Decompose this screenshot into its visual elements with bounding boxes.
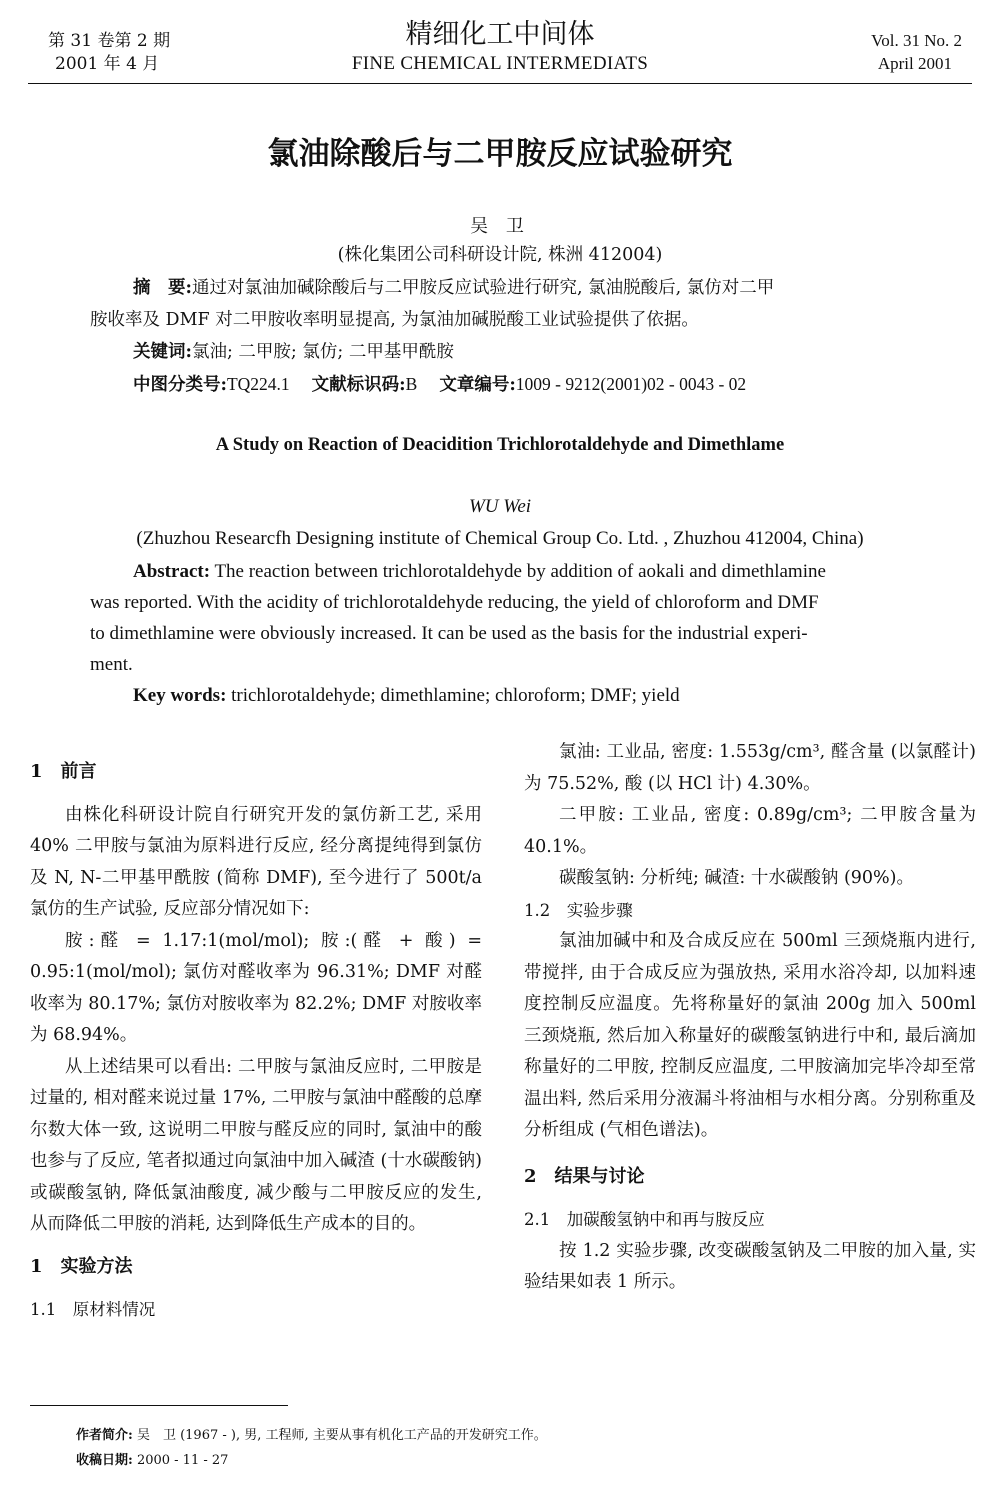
abstract-en-line1 <box>133 556 826 587</box>
footnote-author-text: 吴 卫 (1967 - ), 男, 工程师, 主要从事有机化工产品的开发研究工作。 <box>132 1428 547 1443</box>
subsection-materials: 1.1 原材料情况 <box>30 1300 156 1319</box>
header-date-cn: 2001 年 4 月 <box>55 54 160 74</box>
author-en: WU Wei <box>468 496 532 517</box>
footnote-rule <box>30 1405 288 1406</box>
abstract-en-line3: to dimethlamine were obviously increased. It can be used as the basis for the industrial experi- <box>90 623 808 644</box>
keywords-cn-text: 氯油; 二甲胺; 氯仿; 二甲基甲酰胺 <box>191 342 454 362</box>
affiliation-en: (Zhuzhou Researcfh Designing institute of Chemical Group Co. Ltd. , Zhuzhou 412004, China) <box>136 528 864 549</box>
keywords-cn <box>133 337 454 368</box>
keywords-en-text: trichlorotaldehyde; dimethlamine; chloroform; DMF; yield <box>226 685 680 706</box>
article-title-cn: 氯油除酸后与二甲胺反应试验研究 <box>267 136 733 172</box>
paragraph-analysis: 从上述结果可以看出: 二甲胺与氯油反应时, 二甲胺是过量的, 相对醛来说过量 17%, 二甲胺与氯油中醛酸的总摩尔数大体一致, 这说明二甲胺与醛反应的同时, 氯油中的酸也参与了反应, 笔者拟通过向氯油中加入碱渣 (十水碳酸钠) 或碳酸氢钠, 降低氯油酸度, 减少酸与二甲胺反应的发生, 从而降低二甲胺的消耗, 达到降低生产成本的目的。 <box>30 1056 482 1234</box>
header-volume-en: Vol. 31 No. 2 <box>871 31 962 50</box>
paragraph-intro: 由株化科研设计院自行研究开发的氯仿新工艺, 采用 40% 二甲胺与氯油为原料进行反应, 经分离提纯得到氯仿及 N, N-二甲基甲酰胺 (简称 DMF), 至今进行了 500t/a 氯仿的生产试验, 反应部分情况如下: <box>30 804 482 919</box>
classification-line <box>133 369 746 401</box>
footnote-author <box>76 1426 547 1446</box>
abstract-en-line4: ment. <box>90 654 133 675</box>
abstract-cn-line1 <box>133 273 923 304</box>
article-number-value: 1009 - 9212(2001)02 - 0043 - 02 <box>515 374 747 394</box>
section-heading-intro: 1 前言 <box>30 761 97 782</box>
abstract-cn-label: 摘 要: <box>133 278 192 298</box>
subsection-procedure: 1.2 实验步骤 <box>524 900 633 920</box>
paragraph-bicarbonate: 碳酸氢钠: 分析纯; 碱渣: 十水碳酸钠 (90%)。 <box>559 868 914 888</box>
paragraph-chloral-oil: 氯油: 工业品, 密度: 1.553g/cm³, 醛含量 (以氯醛计) 为 75.52%, 酸 (以 HCl 计) 4.30%。 <box>524 742 976 794</box>
article-number-label: 文章编号: <box>439 375 516 395</box>
section-heading-results: 2 结果与讨论 <box>524 1165 645 1187</box>
clc-label: 中图分类号: <box>133 375 227 395</box>
abstract-cn-line2: 胺收率及 DMF 对二甲胺收率明显提高, 为氯油加碱脱酸工业试验提供了依据。 <box>90 310 699 330</box>
abstract-cn-text1: 通过对氯油加碱除酸后与二甲胺反应试验进行研究, 氯油脱酸后, 氯仿对二甲 <box>191 278 775 298</box>
keywords-en <box>133 680 680 711</box>
footnote-date-text: 2000 - 11 - 27 <box>132 1453 229 1468</box>
author-cn: 吴 卫 <box>470 216 530 237</box>
abstract-en-line2: was reported. With the acidity of trichlorotaldehyde reducing, the yield of chloroform and DMF <box>90 592 819 613</box>
article-title-en: A Study on Reaction of Deacidition Trichlorotaldehyde and Dimethlame <box>215 435 785 455</box>
footnote-received <box>76 1451 228 1471</box>
journal-title-cn: 精细化工中间体 <box>405 19 595 50</box>
keywords-en-label: Key words: <box>133 685 227 706</box>
paragraph-results: 按 1.2 实验步骤, 改变碳酸氢钠及二甲胺的加入量, 实验结果如表 1 所示。 <box>524 1240 976 1292</box>
right-column <box>524 737 976 1299</box>
paragraph-procedure: 氯油加碱中和及合成反应在 500ml 三颈烧瓶内进行, 带搅拌, 由于合成反应为强放热, 采用水浴冷却, 以加料速度控制反应温度。先将称量好的氯油 200g 加入 500ml 三颈烧瓶, 然后加入称量好的碳酸氢钠进行中和, 最后滴加称量好的二甲胺, 控制反应温度, 二甲胺滴加完毕冷却至常温出料, 然后采用分液漏斗将油相与水相分离。分别称重及分析组成 (气相色谱法)。 <box>524 931 976 1140</box>
left-column <box>30 756 482 1326</box>
doc-code-label: 文献标识码: <box>311 375 406 395</box>
header-rule <box>28 83 972 84</box>
footnote-date-label: 收稿日期: <box>76 1453 133 1468</box>
paragraph-dimethylamine: 二甲胺: 工业品, 密度: 0.89g/cm³; 二甲胺含量为 40.1%。 <box>524 805 976 857</box>
paragraph-ratios: 胺:醛 = 1.17:1(mol/mol); 胺:(醛 + 酸) = 0.95:1(mol/mol); 氯仿对醛收率为 96.31%; DMF 对醛收率为 80.17%; 氯仿对胺收率为 82.2%; DMF 对胺收率为 68.94%。 <box>30 930 482 1045</box>
clc-value: TQ224.1 <box>226 374 290 394</box>
header-issue-cn: 第 31 卷第 2 期 <box>48 31 171 51</box>
subsection-neutralization: 2.1 加碳酸氢钠中和再与胺反应 <box>524 1210 765 1229</box>
section-heading-method: 1 实验方法 <box>30 1255 133 1277</box>
journal-title-en: FINE CHEMICAL INTERMEDIATS <box>351 53 649 74</box>
footnote-author-label: 作者简介: <box>76 1428 133 1443</box>
keywords-cn-label: 关键词: <box>133 342 192 362</box>
abstract-en-text1: The reaction between trichlorotaldehyde by addition of aokali and dimethlamine <box>210 561 826 582</box>
doc-code-value: B <box>405 374 418 394</box>
abstract-en-label: Abstract: <box>133 561 211 582</box>
header-date-en: April 2001 <box>877 54 952 73</box>
affiliation-cn: (株化集团公司科研设计院, 株洲 412004) <box>337 245 663 265</box>
